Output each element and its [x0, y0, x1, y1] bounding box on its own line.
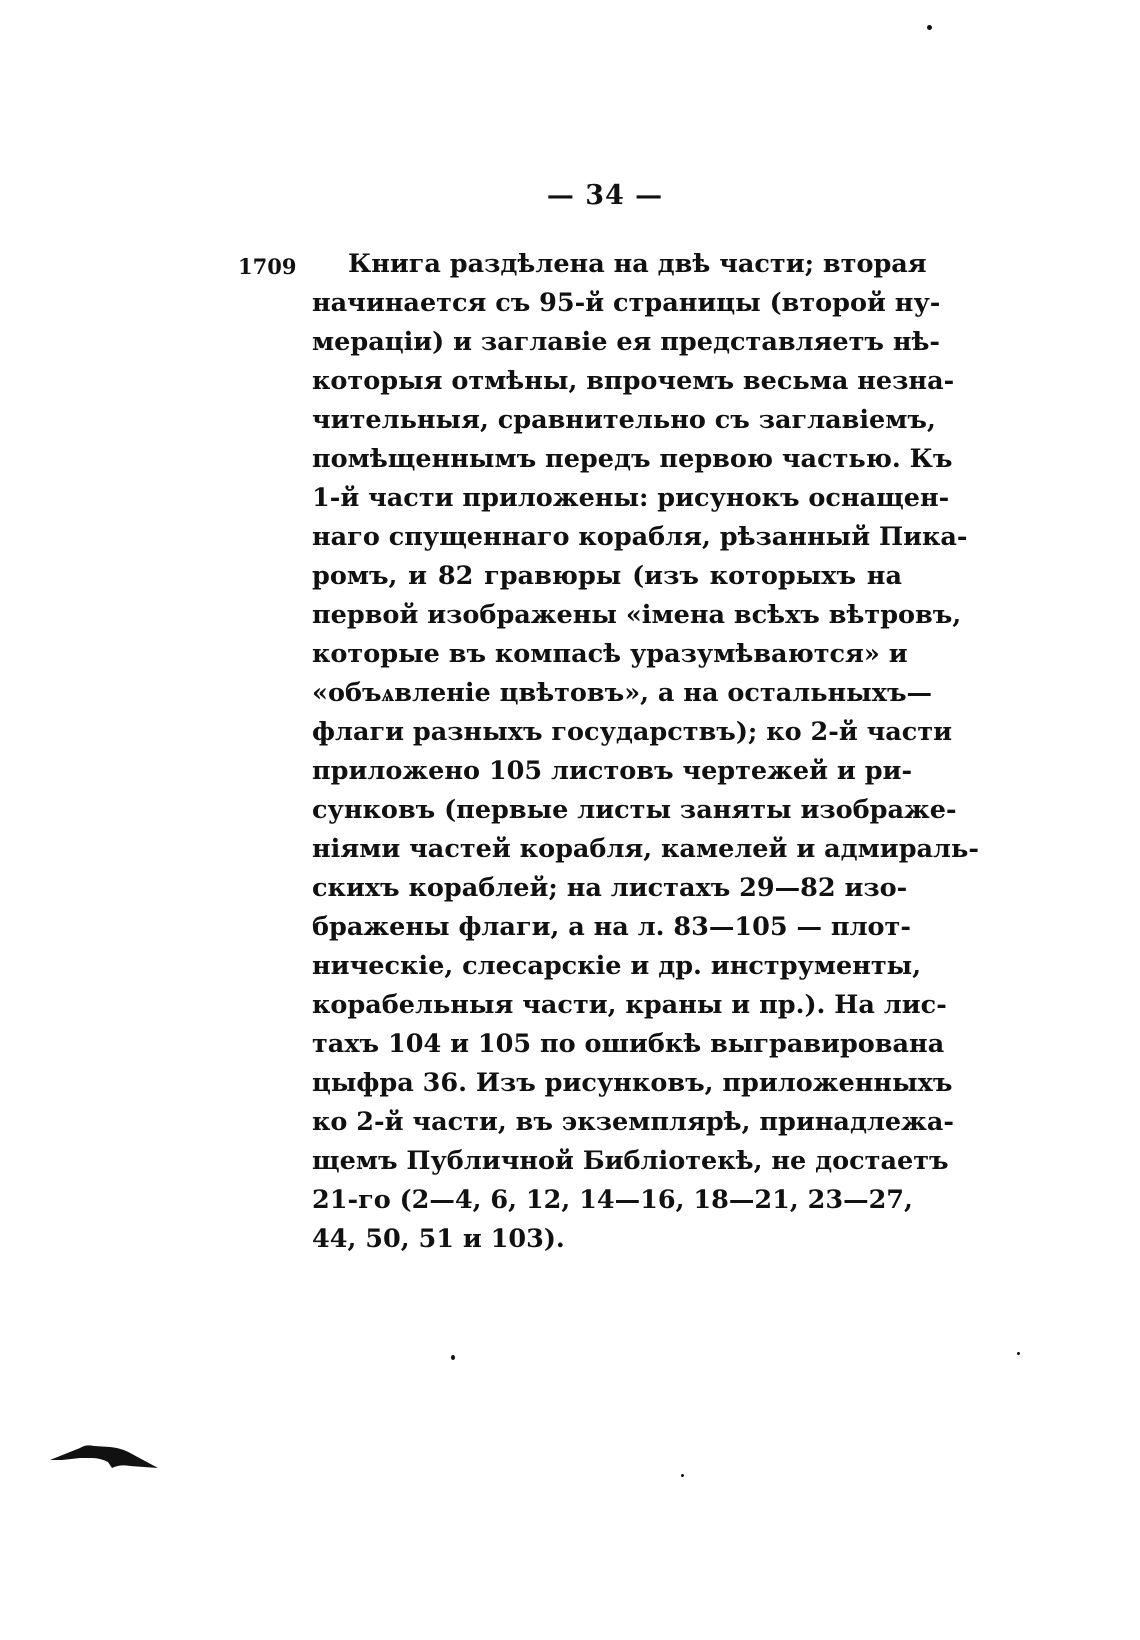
- body-paragraph: [312, 245, 979, 1259]
- text-line: сунковъ (первые листы заняты изображе-: [312, 795, 957, 825]
- text-line: мераціи) и заглавіе ея представляетъ нѣ-: [312, 327, 941, 357]
- text-line: помѣщеннымъ передъ первою частью. Къ: [312, 444, 953, 474]
- text-line: 21-го (2—4, 6, 12, 14—16, 18—21, 23—27,: [312, 1185, 913, 1215]
- text-line: начинается съ 95-й страницы (второй ну-: [312, 288, 941, 318]
- text-line: цыфра 36. Изъ рисунковъ, приложенныхъ: [312, 1068, 953, 1098]
- text-line: ніями частей корабля, камелей и адмираль-: [312, 834, 979, 864]
- text-line: корабельныя части, краны и пр.). На лис-: [312, 990, 947, 1020]
- margin-year: 1709: [238, 254, 297, 279]
- scan-speck: [681, 1474, 684, 1477]
- text-line: первой изображены «імена всѣхъ вѣтровъ,: [312, 600, 962, 630]
- text-line: наго спущеннаго корабля, рѣзанный Пика-: [312, 522, 968, 552]
- text-line: 44, 50, 51 и 103).: [312, 1224, 565, 1254]
- text-line: ромъ, и 82 гравюры (изъ которыхъ на: [312, 561, 902, 591]
- text-line: которыя отмѣны, впрочемъ весьма незна-: [312, 366, 955, 396]
- page-number: — 34 —: [546, 180, 664, 211]
- text-line: ническіе, слесарскіе и др. инструменты,: [312, 951, 922, 981]
- text-line: чительныя, сравнительно съ заглавіемъ,: [312, 405, 936, 435]
- text-line: 1-й части приложены: рисунокъ оснащен-: [312, 483, 950, 513]
- text-line: бражены флаги, а на л. 83—105 — плот-: [312, 912, 911, 942]
- text-line: которые въ компасѣ уразумѣваются» и: [312, 639, 908, 669]
- text-line: «объѧвленіе цвѣтовъ», а на остальныхъ—: [312, 678, 933, 708]
- text-line: тахъ 104 и 105 по ошибкѣ выгравирована: [312, 1029, 945, 1059]
- text-line: ко 2-й части, въ экземплярѣ, принадлежа-: [312, 1107, 954, 1137]
- scan-speck: [1017, 1352, 1020, 1355]
- text-line: щемъ Публичной Библіотекѣ, не достаетъ: [312, 1146, 949, 1176]
- text-line: скихъ кораблей; на листахъ 29—82 изо-: [312, 873, 908, 903]
- scan-speck: [927, 25, 932, 30]
- text-line: Книга раздѣлена на двѣ части; вторая: [348, 249, 927, 279]
- text-line: приложено 105 листовъ чертежей и ри-: [312, 756, 913, 786]
- scan-speck: [451, 1355, 455, 1360]
- ink-blot: [50, 1438, 162, 1468]
- text-line: флаги разныхъ государствъ); ко 2-й части: [312, 717, 953, 747]
